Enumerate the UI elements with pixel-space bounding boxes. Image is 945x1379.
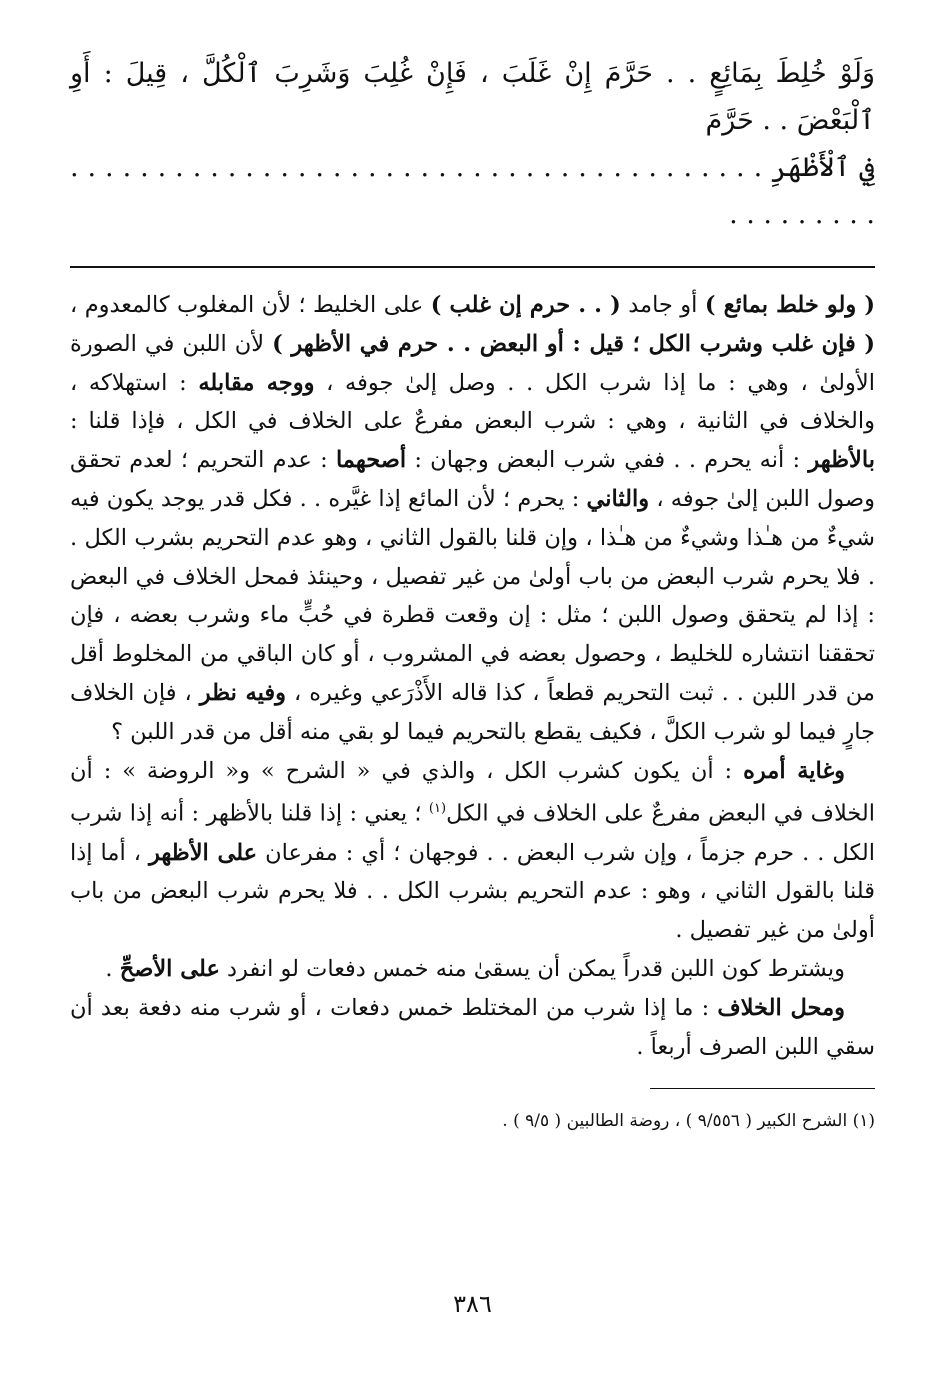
footnote-marker: (١) bbox=[852, 1111, 875, 1132]
sharh-text-run: ، أما إذا قلنا بالقول الثاني ، وهو : عدم التحريم بشرب الكل . . فلا يحرم شرب البعض من باب أولىٰ من غير تفصيل . bbox=[70, 839, 875, 944]
sharh-text-run: لأن اللبن في الصورة الأولىٰ ، وهي : ما إذا شرب الكل . . وصل إلىٰ جوفه ، bbox=[70, 330, 875, 396]
book-page bbox=[70, 40, 875, 1135]
bold-term: وفيه نظر bbox=[199, 679, 287, 706]
sharh-text-run: أو جامد bbox=[620, 292, 705, 318]
matn-quote: ( فإن غلب وشرب الكل ؛ قيل : أو البعض . . حرم في الأظهر ) bbox=[272, 330, 875, 357]
sharh-text-run: : يحرم ؛ لأن المائع إذا غيَّره . . فكل قدر يوجد يكون فيه شيءٌ من هـٰذا وشيءٌ من هـٰذا ، وإن قلنا بالقول الثاني ، وهو عدم التحريم بشرب الكل . . فلا يحرم شرب البعض من باب أولىٰ من غير تفصيل ، وحينئذ فمحل الخلاف في البعض : إذا لم يتحقق وصول اللبن ؛ مثل : إن وقعت قطرة في حُبٍّ ماء وشرب بعضه ، فإن تحققنا انتشاره للخليط ، وحصول بعضه في المشروب ، أو كان الباقي من المخلوط أقل من قدر اللبن . . ثبت التحريم قطعاً ، كذا قاله الأَذْرَعي وغيره ، bbox=[70, 485, 875, 706]
sharh-text bbox=[70, 286, 875, 1066]
matn-line-1: وَلَوْ خُلِطَ بِمَائِعٍ . . حَرَّمَ إِنْ غَلَبَ ، فَإِنْ غُلِبَ وَشَرِبَ ٱلْكُلَّ ، قِيلَ : أَوِ ٱلْبَعْضَ . . حَرَّمَ bbox=[70, 58, 875, 136]
bold-term: ومحل الخلاف bbox=[717, 994, 845, 1021]
bold-term: وغاية أمره bbox=[743, 757, 846, 784]
sharh-text-run: : عدم التحريم ؛ لعدم تحقق وصول اللبن إلىٰ جوفه ، bbox=[70, 447, 875, 512]
bold-term: ووجه مقابله bbox=[198, 369, 315, 396]
page-number: ٣٨٦ bbox=[453, 1290, 492, 1318]
bold-term: على الأظهر bbox=[149, 839, 258, 866]
bold-term: على الأصحِّ bbox=[119, 956, 220, 983]
sharh-paragraph-2 bbox=[70, 752, 875, 950]
matn-quote: ( ولو خلط بمائع ) bbox=[704, 292, 876, 318]
sharh-text-run: . bbox=[105, 956, 120, 983]
sharh-text-run: ، فإن الخلاف جارٍ فيما لو شرب الكلَّ ، فكيف يقطع بالتحريم فيما لو بقي منه أقل من قدر اللبن ؟ bbox=[70, 679, 875, 745]
sharh-paragraph-3 bbox=[70, 950, 875, 989]
sharh-text-run: على الخليط ؛ لأن المغلوب كالمعدوم ، bbox=[70, 292, 431, 318]
bold-term: والثاني bbox=[586, 485, 650, 512]
bold-term: أصحهما bbox=[335, 447, 407, 474]
matn-line-2 bbox=[70, 144, 875, 238]
sharh-paragraph-1 bbox=[70, 286, 875, 752]
sharh-text-run: : استهلاكه ، والخلاف في الثانية ، وهي : شرب البعض مفرعٌ على الخلاف في الكل ، فإذا قلنا : bbox=[70, 369, 875, 435]
sharh-paragraph-4 bbox=[70, 989, 875, 1067]
sharh-text-run: ويشترط كون اللبن قدراً يمكن أن يسقىٰ منه خمس دفعات لو انفرد bbox=[219, 956, 845, 983]
footnote-text: الشرح الكبير ( ٩/٥٥٦ ) ، روضة الطالبين ( ٩/٥ ) . bbox=[502, 1111, 848, 1132]
sharh-text-run: : ما إذا شرب من المختلط خمس دفعات ، أو شرب منه دفعة بعد أن سقي اللبن الصرف أربعاً . bbox=[70, 994, 875, 1060]
footnote bbox=[70, 1107, 875, 1135]
footnote-separator-rule bbox=[650, 1088, 875, 1089]
matn-text bbox=[70, 40, 875, 238]
matn-line-2-text: فِي ٱلْأَظْهَرِ bbox=[771, 152, 875, 183]
sharh-text-run: : أن يكون كشرب الكل ، والذي في « الشرح » و« الروضة » : أن الخلاف في البعض مفرعٌ على الخلاف في الكل bbox=[70, 757, 875, 827]
sharh-text-run: ؛ يعني : إذا قلنا بالأظهر : أنه إذا شرب الكل . . حرم جزماً ، وإن شرب البعض . . فوجهان ؛ أي : مفرعان bbox=[70, 800, 875, 866]
footnote-ref[interactable]: (١) bbox=[428, 801, 447, 817]
matn-separator-rule bbox=[70, 266, 875, 268]
matn-dots: . . . . . . . . . . . . . . . . . . . . . . . . . . . . . . . . . . . . . . . . . . . . . . . . . bbox=[70, 152, 875, 230]
sharh-text-run: : أنه يحرم . . ففي شرب البعض وجهان : bbox=[406, 447, 809, 474]
matn-quote: ( . . حرم إن غلب ) bbox=[430, 292, 621, 318]
bold-term: بالأظهر bbox=[808, 447, 875, 474]
